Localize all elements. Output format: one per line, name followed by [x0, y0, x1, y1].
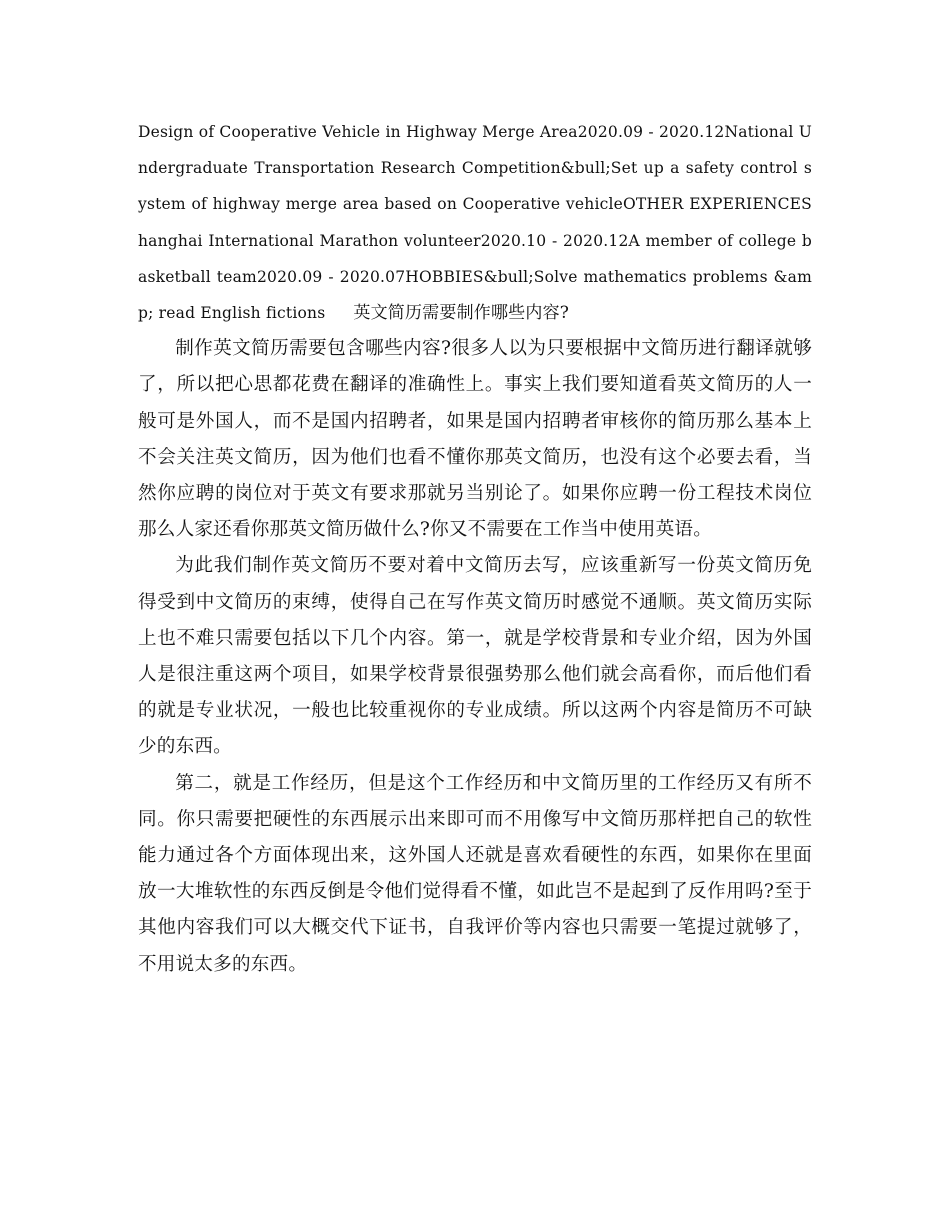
paragraph-3: 第二，就是工作经历，但是这个工作经历和中文简历里的工作经历又有所不同。你只需要把硬性的东西展示出来即可而不用像写中文简历那样把自己的软性能力通过各个方面体现出来，这外国人还就是喜欢看硬性的东西，如果你在里面放一大堆软性的东西反倒是令他们觉得看不懂，如此岂不是起到了反作用吗?至于其他内容我们可以大概交代下证书，自我评价等内容也只需要一笔提过就够了，不用说太多的东西。	[138, 772, 812, 975]
resume-english-text: Design of Cooperative Vehicle in Highway Merge Area2020.09 - 2020.12National Undergraduate Transportation Research Competition&bull;Set up a safety control system of highway merge area based on Cooperative vehicleOTHER EXPERIENCEShanghai International Marathon volunteer2020.10 - 2020.12A member of college basketball team2020.09 - 2020.07HOBBIES&bull;Solve mathematics problems &amp; read English fictions	[138, 123, 812, 323]
document-body	[138, 114, 812, 983]
paragraph-2: 为此我们制作英文简历不要对着中文简历去写，应该重新写一份英文简历免得受到中文简历的束缚，使得自己在写作英文简历时感觉不通顺。英文简历实际上也不难只需要包括以下几个内容。第一，就是学校背景和专业介绍，因为外国人是很注重这两个项目，如果学校背景很强势那么他们就会高看你，而后他们看的就是专业状况，一般也比较重视你的专业成绩。所以这两个内容是简历不可缺少的东西。	[138, 555, 812, 758]
paragraph-1: 制作英文简历需要包含哪些内容?很多人以为只要根据中文简历进行翻译就够了，所以把心思都花费在翻译的准确性上。事实上我们要知道看英文简历的人一般可是外国人，而不是国内招聘者，如果是国内招聘者审核你的简历那么基本上不会关注英文简历，因为他们也看不懂你那英文简历，也没有这个必要去看，当然你应聘的岗位对于英文有要求那就另当别论了。如果你应聘一份工程技术岗位那么人家还看你那英文简历做什么?你又不需要在工作当中使用英语。	[138, 338, 812, 541]
section-title: 英文简历需要制作哪些内容?	[353, 303, 570, 324]
resume-english-paragraph	[138, 114, 812, 331]
